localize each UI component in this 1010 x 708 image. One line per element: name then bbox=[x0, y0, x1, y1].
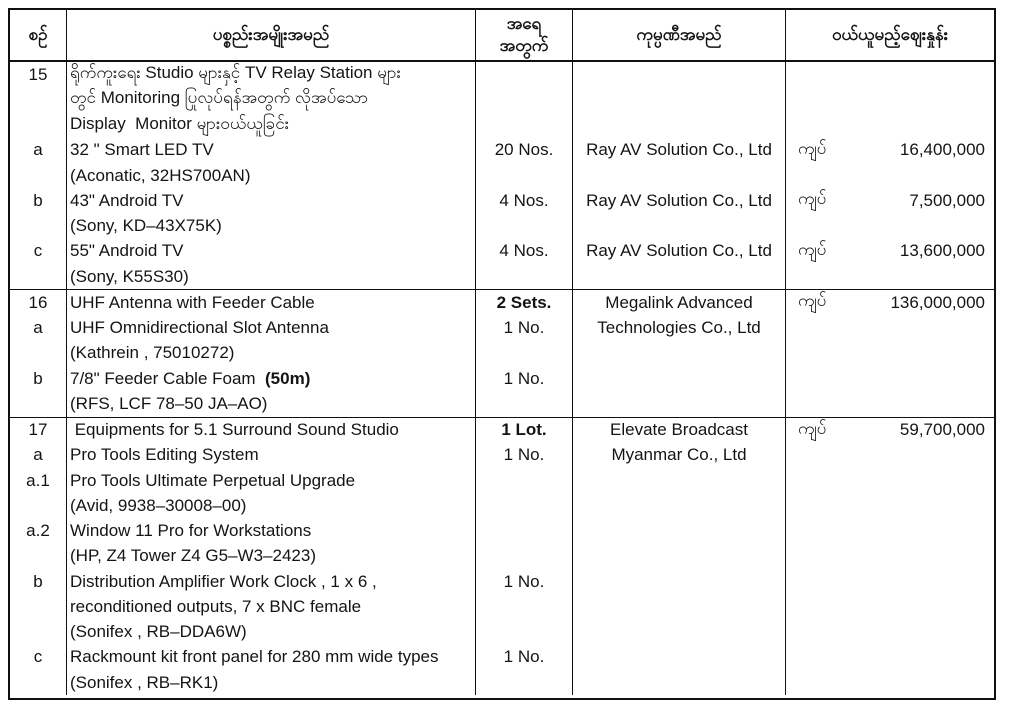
price-cell bbox=[786, 87, 994, 112]
price-cell bbox=[786, 670, 994, 695]
price-cell bbox=[786, 163, 994, 188]
company-cell bbox=[573, 188, 786, 213]
quantity-cell bbox=[476, 316, 573, 341]
serial-cell-text: b bbox=[33, 190, 43, 210]
item-cell bbox=[67, 519, 476, 544]
item-cell-text: (Sonifex , RB–DDA6W) bbox=[70, 622, 247, 642]
company-cell bbox=[573, 620, 786, 645]
quantity-cell bbox=[476, 239, 573, 264]
item-cell-text: Pro Tools Editing System bbox=[70, 445, 259, 465]
price-amount: 136,000,000 bbox=[890, 292, 985, 312]
serial-cell bbox=[10, 670, 67, 695]
item-cell-text: (Sony, KD–43X75K) bbox=[70, 216, 222, 236]
company-cell bbox=[573, 544, 786, 569]
quantity-cell bbox=[476, 418, 573, 443]
serial-cell bbox=[10, 113, 67, 138]
serial-cell bbox=[10, 544, 67, 569]
quantity-cell bbox=[476, 645, 573, 670]
header-company-label: ကုမ္ပဏီအမည် bbox=[636, 24, 722, 44]
price-cell bbox=[786, 519, 994, 544]
quantity-cell bbox=[476, 188, 573, 213]
quantity-cell bbox=[476, 569, 573, 594]
serial-cell bbox=[10, 468, 67, 493]
serial-cell bbox=[10, 316, 67, 341]
price-cell bbox=[786, 188, 994, 213]
serial-cell bbox=[10, 264, 67, 289]
item-cell bbox=[67, 443, 476, 468]
item-cell bbox=[67, 493, 476, 518]
item-cell-text: Equipments for 5.1 Surround Sound Studio bbox=[70, 420, 399, 440]
quantity-cell bbox=[476, 138, 573, 163]
item-cell-text: reconditioned outputs, 7 x BNC female bbox=[70, 596, 362, 616]
serial-cell bbox=[10, 645, 67, 670]
item-cell bbox=[67, 87, 476, 112]
item-cell bbox=[67, 264, 476, 289]
currency-label: ကျပ် bbox=[798, 291, 827, 311]
item-cell bbox=[67, 670, 476, 695]
quantity-cell bbox=[476, 594, 573, 619]
serial-cell-text: 17 bbox=[28, 420, 48, 440]
item-cell bbox=[67, 468, 476, 493]
serial-cell bbox=[10, 62, 67, 87]
price-cell bbox=[786, 443, 994, 468]
quantity-cell-text: 2 Sets. bbox=[496, 292, 552, 312]
company-cell-text: Technologies Co., Ltd bbox=[597, 318, 761, 338]
company-cell bbox=[573, 316, 786, 341]
quantity-cell-text: 1 Lot. bbox=[501, 420, 547, 440]
header-serial bbox=[10, 10, 67, 60]
company-cell bbox=[573, 341, 786, 366]
company-cell-text: Ray AV Solution Co., Ltd bbox=[586, 190, 772, 210]
company-cell bbox=[573, 645, 786, 670]
table-section bbox=[10, 418, 994, 696]
company-cell bbox=[573, 62, 786, 87]
price-cell bbox=[786, 645, 994, 670]
serial-cell bbox=[10, 519, 67, 544]
company-cell bbox=[573, 493, 786, 518]
price-cell bbox=[786, 391, 994, 416]
price-amount: 13,600,000 bbox=[899, 241, 985, 261]
quantity-cell bbox=[476, 163, 573, 188]
quantity-cell bbox=[476, 87, 573, 112]
company-cell bbox=[573, 138, 786, 163]
company-cell bbox=[573, 239, 786, 264]
item-cell bbox=[67, 391, 476, 416]
price-cell bbox=[786, 620, 994, 645]
quantity-cell bbox=[476, 544, 573, 569]
quantity-cell-text: 1 No. bbox=[503, 571, 545, 591]
quantity-cell bbox=[476, 366, 573, 391]
price-cell bbox=[786, 594, 994, 619]
quantity-cell-text: 1 No. bbox=[503, 368, 545, 388]
price-cell bbox=[786, 341, 994, 366]
item-cell bbox=[67, 594, 476, 619]
serial-cell-text: b bbox=[33, 368, 43, 388]
price-cell bbox=[786, 366, 994, 391]
company-cell bbox=[573, 418, 786, 443]
company-cell-text: Ray AV Solution Co., Ltd bbox=[586, 140, 772, 160]
quantity-cell bbox=[476, 443, 573, 468]
serial-cell-text: a bbox=[33, 318, 43, 338]
quantity-cell-text: 1 No. bbox=[503, 647, 545, 667]
company-cell bbox=[573, 468, 786, 493]
header-item-label: ပစ္စည်းအမျိုးအမည် bbox=[212, 24, 330, 44]
item-cell-text: (Kathrein , 75010272) bbox=[70, 343, 235, 363]
item-cell bbox=[67, 316, 476, 341]
item-bold-text: (50m) bbox=[260, 368, 311, 388]
currency-label: ကျပ် bbox=[798, 239, 827, 259]
serial-cell bbox=[10, 290, 67, 315]
table-section bbox=[10, 290, 994, 417]
table-body bbox=[10, 62, 994, 695]
price-cell bbox=[786, 239, 994, 264]
quantity-cell bbox=[476, 62, 573, 87]
price-cell bbox=[786, 493, 994, 518]
currency-label: ကျပ် bbox=[798, 138, 827, 158]
company-cell bbox=[573, 519, 786, 544]
item-cell-text: (Aconatic, 32HS700AN) bbox=[70, 165, 251, 185]
price-cell bbox=[786, 316, 994, 341]
company-cell bbox=[573, 569, 786, 594]
item-cell bbox=[67, 188, 476, 213]
item-cell-text: ရိုက်ကူးရေး Studio များနှင့် TV Relay Station များ bbox=[70, 63, 401, 83]
item-cell bbox=[67, 645, 476, 670]
item-cell bbox=[67, 138, 476, 163]
header-price bbox=[786, 10, 994, 60]
serial-cell bbox=[10, 163, 67, 188]
item-cell bbox=[67, 544, 476, 569]
quantity-cell-text: 4 Nos. bbox=[499, 241, 549, 261]
serial-cell-text: a.1 bbox=[26, 470, 50, 490]
header-quantity-label-line2: အတွက် bbox=[499, 36, 549, 55]
header-serial-label: စဉ် bbox=[28, 24, 48, 44]
item-cell bbox=[67, 214, 476, 239]
serial-cell bbox=[10, 594, 67, 619]
serial-cell-text: a.2 bbox=[26, 521, 50, 541]
price-cell bbox=[786, 418, 994, 443]
item-cell-text: (RFS, LCF 78–50 JA–AO) bbox=[70, 393, 268, 413]
company-cell bbox=[573, 290, 786, 315]
company-cell-text: Elevate Broadcast bbox=[610, 420, 748, 440]
currency-label: ကျပ် bbox=[798, 418, 827, 438]
item-cell-text: (Sony, K55S30) bbox=[70, 266, 189, 286]
company-cell bbox=[573, 670, 786, 695]
company-cell-text: Myanmar Co., Ltd bbox=[611, 445, 747, 465]
serial-cell-text: 16 bbox=[28, 292, 48, 312]
price-cell bbox=[786, 214, 994, 239]
quantity-cell-text: 20 Nos. bbox=[494, 140, 554, 160]
item-cell-text: 55" Android TV bbox=[70, 241, 184, 261]
quantity-cell bbox=[476, 290, 573, 315]
table-header-row bbox=[10, 10, 994, 62]
quantity-cell bbox=[476, 264, 573, 289]
item-cell-text: Window 11 Pro for Workstations bbox=[70, 521, 312, 541]
serial-cell bbox=[10, 418, 67, 443]
header-company bbox=[573, 10, 786, 60]
item-cell bbox=[67, 163, 476, 188]
price-amount: 59,700,000 bbox=[899, 420, 985, 440]
serial-cell bbox=[10, 341, 67, 366]
serial-cell bbox=[10, 239, 67, 264]
company-cell bbox=[573, 163, 786, 188]
item-cell bbox=[67, 113, 476, 138]
company-cell bbox=[573, 214, 786, 239]
company-cell bbox=[573, 366, 786, 391]
item-cell-text: UHF Antenna with Feeder Cable bbox=[70, 292, 315, 312]
price-cell bbox=[786, 113, 994, 138]
price-cell bbox=[786, 290, 994, 315]
price-cell bbox=[786, 544, 994, 569]
serial-cell bbox=[10, 214, 67, 239]
table-section bbox=[10, 62, 994, 290]
price-cell bbox=[786, 569, 994, 594]
quantity-cell bbox=[476, 493, 573, 518]
serial-cell bbox=[10, 87, 67, 112]
item-cell bbox=[67, 290, 476, 315]
header-quantity bbox=[476, 10, 573, 60]
serial-cell-text: a bbox=[33, 445, 43, 465]
serial-cell bbox=[10, 443, 67, 468]
item-cell-text: (Sonifex , RB–RK1) bbox=[70, 672, 219, 692]
quantity-cell-text: 4 Nos. bbox=[499, 190, 549, 210]
quantity-cell-text: 1 No. bbox=[503, 318, 545, 338]
item-cell bbox=[67, 366, 476, 391]
item-cell bbox=[67, 569, 476, 594]
serial-cell-text: b bbox=[33, 571, 43, 591]
company-cell-text: Megalink Advanced bbox=[605, 292, 753, 312]
quantity-cell bbox=[476, 670, 573, 695]
price-amount: 16,400,000 bbox=[899, 140, 985, 160]
item-cell-text: Rackmount kit front panel for 280 mm wide types bbox=[70, 647, 439, 667]
price-cell bbox=[786, 264, 994, 289]
item-cell bbox=[67, 341, 476, 366]
item-cell bbox=[67, 418, 476, 443]
item-cell bbox=[67, 62, 476, 87]
serial-cell bbox=[10, 188, 67, 213]
company-cell bbox=[573, 113, 786, 138]
item-cell bbox=[67, 620, 476, 645]
company-cell bbox=[573, 391, 786, 416]
quantity-cell bbox=[476, 468, 573, 493]
serial-cell bbox=[10, 620, 67, 645]
price-cell bbox=[786, 138, 994, 163]
item-cell-text: UHF Omnidirectional Slot Antenna bbox=[70, 318, 329, 338]
quantity-cell bbox=[476, 341, 573, 366]
serial-cell-text: c bbox=[33, 647, 43, 667]
item-cell-text: Pro Tools Ultimate Perpetual Upgrade bbox=[70, 470, 356, 490]
serial-cell bbox=[10, 366, 67, 391]
serial-cell-text: 15 bbox=[28, 64, 48, 84]
quantity-cell bbox=[476, 113, 573, 138]
currency-label: ကျပ် bbox=[798, 189, 827, 209]
item-cell-text: 43" Android TV bbox=[70, 190, 184, 210]
price-cell bbox=[786, 468, 994, 493]
quantity-cell bbox=[476, 620, 573, 645]
serial-cell bbox=[10, 138, 67, 163]
serial-cell bbox=[10, 391, 67, 416]
quantity-cell bbox=[476, 519, 573, 544]
item-cell-text: (HP, Z4 Tower Z4 G5–W3–2423) bbox=[70, 546, 316, 566]
serial-cell-text: a bbox=[33, 140, 43, 160]
quantity-cell bbox=[476, 214, 573, 239]
item-cell-text: တွင် Monitoring ပြုလုပ်ရန်အတွက် လိုအပ်သော bbox=[70, 88, 369, 108]
header-price-label: ဝယ်ယူမည့်ဈေးနှုန်း bbox=[831, 24, 949, 44]
company-cell bbox=[573, 443, 786, 468]
procurement-table bbox=[8, 8, 996, 700]
company-cell bbox=[573, 594, 786, 619]
item-cell-text: (Avid, 9938–30008–00) bbox=[70, 495, 247, 515]
company-cell-text: Ray AV Solution Co., Ltd bbox=[586, 241, 772, 261]
company-cell bbox=[573, 264, 786, 289]
company-cell bbox=[573, 87, 786, 112]
serial-cell bbox=[10, 493, 67, 518]
serial-cell-text: c bbox=[33, 241, 43, 261]
serial-cell bbox=[10, 569, 67, 594]
item-cell-text: 7/8" Feeder Cable Foam bbox=[70, 368, 261, 388]
header-quantity-label-line1: အရေ bbox=[506, 13, 542, 33]
header-item-name bbox=[67, 10, 476, 60]
quantity-cell bbox=[476, 391, 573, 416]
price-cell bbox=[786, 62, 994, 87]
item-cell-text: Distribution Amplifier Work Clock , 1 x 6 , bbox=[70, 571, 377, 591]
price-amount: 7,500,000 bbox=[909, 190, 985, 210]
item-cell-text: 32 " Smart LED TV bbox=[70, 140, 214, 160]
item-cell bbox=[67, 239, 476, 264]
quantity-cell-text: 1 No. bbox=[503, 445, 545, 465]
item-cell-text: Display Monitor များဝယ်ယူခြင်း bbox=[70, 113, 290, 133]
